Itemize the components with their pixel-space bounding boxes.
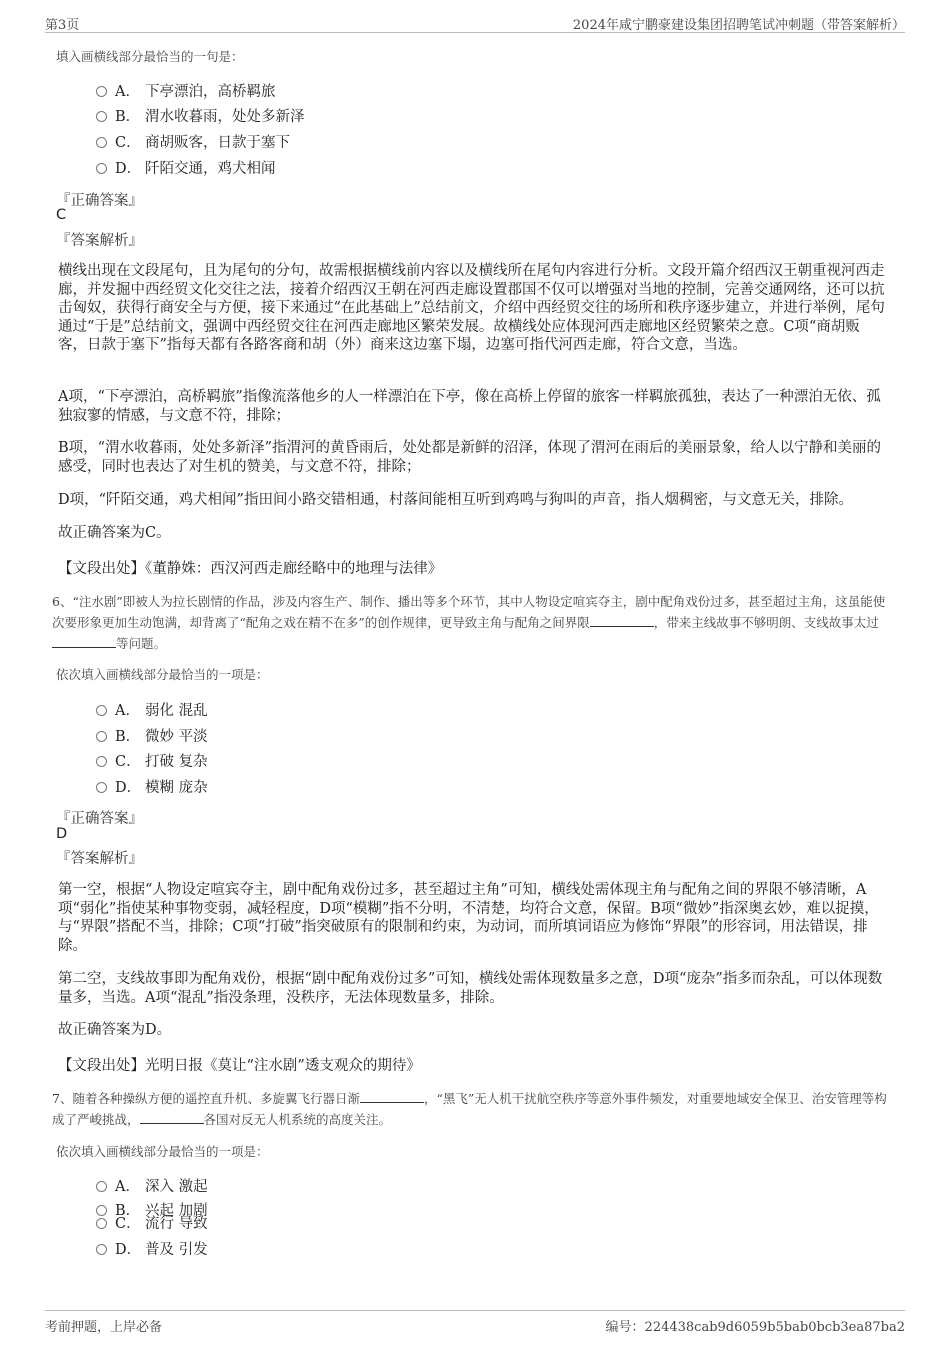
q5-analysis-paragraph: D项，“阡陌交通，鸡犬相闻”指田间小路交错相通，村落间能相互听到鸡鸣与狗叫的声音，指人烟稠密，与文意无关，排除。 bbox=[58, 492, 853, 508]
q6-answer-label: 『正确答案』 bbox=[56, 811, 143, 827]
q7-option-d[interactable]: D． 普及 引发 bbox=[96, 1239, 208, 1261]
q7-stem: 7、随着各种操纵方便的遥控直升机、多旋翼飞行器日渐 ，“黑飞”无人机干扰航空秩序等意外事件频发，对重要地域安全保卫、治安管理等构成了严峻挑战， 各国对反无人机系统的高度关注。 bbox=[52, 1091, 887, 1127]
q6-answer: D bbox=[56, 826, 68, 842]
radio-icon[interactable] bbox=[96, 1181, 107, 1192]
q5-analysis-paragraph: 横线出现在文段尾句，且为尾句的分句，故需根据横线前内容以及横线所在尾句内容进行分析。文段开篇介绍西汉王朝重视河西走廊，并发掘中西经贸文化交往之法，接着介绍西汉王朝在河西走廊设置郡国不仅可以增强对当地的控制，完善交通网络，还可以抗击匈奴，获得行商安全与方便，接下来通过“在此基础上”总结前文，介绍中西经贸交往的场所和秩序逐步建立，并进行举例，尾句通过“于是”总结前文，强调中西经贸交往在河西走廊地区繁荣发展。故横线处应体现河西走廊地区经贸繁荣之意。C项“商胡贩客，日款于塞下”指每天都有各路客商和胡（外）商来这边塞下塌，边塞可指代河西走廊，符合文意，当选。 bbox=[58, 263, 885, 353]
radio-icon[interactable] bbox=[96, 137, 107, 148]
q5-answer-label: 『正确答案』 bbox=[56, 193, 143, 209]
q6-analysis-paragraph: 故正确答案为D。 bbox=[58, 1022, 172, 1038]
page-header bbox=[45, 12, 905, 33]
q6-stem: 6、“注水剧”即被人为拉长剧情的作品，涉及内容生产、制作、播出等多个环节，其中人物设定喧宾夺主，剧中配角戏份过多，甚至超过主角，这虽能使次要形象更加生动饱满，却背离了“配角之戏在精不在多”的创作规律，更导致主角与配角之间界限 ，带来主线故事不够明朗、支线故事太过等问题。 bbox=[52, 594, 886, 651]
q6-option-b[interactable]: B． 微妙 平淡 bbox=[96, 726, 208, 748]
q6-prompt: 依次填入画横线部分最恰当的一项是： bbox=[56, 667, 269, 682]
radio-icon[interactable] bbox=[96, 1218, 107, 1229]
radio-icon[interactable] bbox=[96, 86, 107, 97]
page-number: 第3页 bbox=[45, 18, 80, 33]
q6-source: 【文段出处】光明日报《莫让“注水剧”透支观众的期待》 bbox=[58, 1058, 421, 1074]
q6-option-a[interactable]: A． 弱化 混乱 bbox=[96, 700, 208, 722]
q5-analysis-paragraph: A项，“下亭漂泊，高桥羁旅”指像流落他乡的人一样漂泊在下亭，像在高桥上停留的旅客一样羁旅孤独，表达了一种漂泊无依、孤独寂寥的情感，与文意不符，排除； bbox=[58, 389, 881, 424]
q6-analysis-label: 『答案解析』 bbox=[56, 851, 143, 867]
radio-icon[interactable] bbox=[96, 782, 107, 793]
q6-analysis-paragraph: 第一空，根据“人物设定喧宾夺主，剧中配角戏份过多，甚至超过主角”可知，横线处需体现主角与配角之间的界限不够清晰，A项“弱化”指使某种事物变弱，减轻程度，D项“模糊”指不分明，不清楚，均符合文意，保留。B项“微妙”指深奥玄妙，难以捉摸，与“界限”搭配不当，排除；C项“打破”指突破原有的限制和约束，为动词，而所填词语应为修饰“界限”的形容词，用法错误，排除。 bbox=[58, 882, 879, 954]
q6-option-c[interactable]: C． 打破 复杂 bbox=[96, 751, 208, 773]
fill-blank[interactable] bbox=[590, 614, 654, 627]
radio-icon[interactable] bbox=[96, 163, 107, 174]
page-footer bbox=[45, 1310, 905, 1333]
document-title: 2024年咸宁鹏豪建设集团招聘笔试冲刺题（带答案解析） bbox=[572, 18, 905, 33]
q5-analysis-label: 『答案解析』 bbox=[56, 233, 143, 249]
q5-option-c[interactable]: C． 商胡贩客，日款于塞下 bbox=[96, 132, 290, 154]
q5-prompt: 填入画横线部分最恰当的一句是： bbox=[56, 49, 244, 64]
q6-analysis-paragraph: 第二空，支线故事即为配角戏份，根据“剧中配角戏份过多”可知，横线处需体现数量多之意，D项“庞杂”指多而杂乱，可以体现数量多，当选。A项“混乱”指没条理，没秩序，无法体现数量多，排除。 bbox=[58, 971, 883, 1006]
q5-analysis-paragraph: B项，“渭水收暮雨，处处多新泽”指渭河的黄昏雨后，处处都是新鲜的沼泽，体现了渭河在雨后的美丽景象，给人以宁静和美丽的感受，同时也表达了对生机的赞美，与文意不符，排除； bbox=[58, 440, 881, 475]
radio-icon[interactable] bbox=[96, 111, 107, 122]
document-id: 编号：224438cab9d6059b5bab0bcb3ea87ba2 bbox=[605, 1320, 905, 1335]
radio-icon[interactable] bbox=[96, 705, 107, 716]
q7-option-a[interactable]: A． 深入 激起 bbox=[96, 1176, 208, 1198]
q5-option-a[interactable]: A． 下亭漂泊，高桥羁旅 bbox=[96, 81, 276, 103]
q5-analysis-paragraph: 故正确答案为C。 bbox=[58, 525, 171, 541]
fill-blank[interactable] bbox=[360, 1090, 424, 1103]
q7-option-b[interactable]: B． 兴起 加剧 bbox=[96, 1200, 208, 1222]
fill-blank[interactable] bbox=[52, 635, 116, 648]
q5-option-d[interactable]: D． 阡陌交通，鸡犬相闻 bbox=[96, 158, 276, 180]
footer-slogan: 考前押题，上岸必备 bbox=[45, 1320, 163, 1335]
radio-icon[interactable] bbox=[96, 756, 107, 767]
fill-blank[interactable] bbox=[140, 1111, 204, 1124]
q6-option-d[interactable]: D． 模糊 庞杂 bbox=[96, 777, 208, 799]
q5-answer: C bbox=[56, 207, 67, 223]
radio-icon[interactable] bbox=[96, 731, 107, 742]
q5-option-b[interactable]: B． 渭水收暮雨，处处多新泽 bbox=[96, 106, 305, 128]
radio-icon[interactable] bbox=[96, 1244, 107, 1255]
q7-prompt: 依次填入画横线部分最恰当的一项是： bbox=[56, 1144, 269, 1159]
q7-option-c[interactable]: C． 流行 导致 bbox=[96, 1213, 208, 1235]
q5-source: 【文段出处】《董静姝：西汉河西走廊经略中的地理与法律》 bbox=[58, 561, 443, 577]
